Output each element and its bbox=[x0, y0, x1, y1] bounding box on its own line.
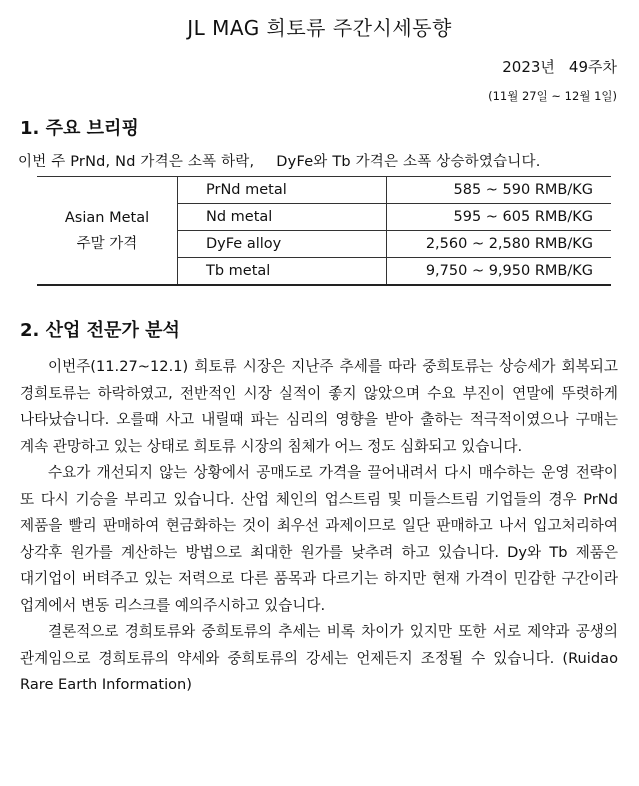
metal-price-cell: 585 ~ 590 RMB/KG bbox=[387, 177, 612, 204]
section-heading-analysis: 2. 산업 전문가 분석 bbox=[20, 320, 180, 341]
metal-price-cell: 595 ~ 605 RMB/KG bbox=[387, 204, 612, 231]
metal-name-cell: PrNd metal bbox=[178, 177, 387, 204]
report-year: 2023년 bbox=[502, 58, 555, 76]
briefing-summary-part-1: 이번 주 PrNd, Nd 가격은 소폭 하락, bbox=[18, 154, 255, 170]
metal-name-cell: DyFe alloy bbox=[178, 231, 387, 258]
metal-name-cell: Nd metal bbox=[178, 204, 387, 231]
report-week: 49주차 bbox=[568, 58, 617, 76]
price-source-line-2: 주말 가격 bbox=[76, 235, 138, 252]
metal-price-cell: 9,750 ~ 9,950 RMB/KG bbox=[387, 258, 612, 286]
report-date bbox=[502, 56, 617, 77]
price-source-label bbox=[37, 177, 178, 286]
table-row bbox=[37, 177, 611, 204]
analysis-paragraph-3: 결론적으로 경희토류와 중희토류의 추세는 비록 차이가 있지만 또한 서로 제약과 공생의 관계임으로 경희토류의 약세와 중희토류의 강세는 언제든지 조정될 수 있습니다. (Ruidao Rare Earth Information) bbox=[20, 623, 618, 693]
briefing-summary bbox=[18, 150, 623, 171]
analysis-paragraph-2: 수요가 개선되지 않는 상황에서 공매도로 가격을 끌어내려서 다시 매수하는 운영 전략이 또 다시 기승을 부리고 있습니다. 산업 체인의 업스트림 및 미들스트림 기업들의 경우 PrNd 제품을 빨리 판매하여 현금화하는 것이 최우선 과제이므로 일단 판매하고 나서 입고처리하여 상각후 원가를 계산하는 방법으로 최대한 원가를 낮추려 하고 있습니다. Dy와 Tb 제품은 대기업이 버텨주고 있는 저력으로 다른 품목과 다르기는 하지만 현재 가격이 민감한 구간이라 업계에서 변동 리스크를 예의주시하고 있습니다. bbox=[20, 464, 618, 614]
section-heading-briefing: 1. 주요 브리핑 bbox=[20, 118, 139, 139]
report-period: (11월 27일 ~ 12월 1일) bbox=[488, 89, 617, 103]
analysis-body bbox=[20, 354, 618, 699]
price-table bbox=[37, 176, 611, 286]
price-source-line-1: Asian Metal bbox=[64, 209, 150, 226]
briefing-summary-part-2: DyFe와 Tb 가격은 소폭 상승하였습니다. bbox=[276, 154, 541, 170]
metal-name-cell: Tb metal bbox=[178, 258, 387, 286]
analysis-paragraph-1: 이번주(11.27~12.1) 희토류 시장은 지난주 추세를 따라 중희토류는 상승세가 회복되고 경희토류는 하락하였고, 전반적인 시장 실적이 좋지 않았으며 수요 부진이 연말에 뚜렷하게 나타났습니다. 오를때 사고 내릴때 파는 심리의 영향을 받아 출하는 적극적이였으나 구매는 계속 관망하고 있는 상태로 희토류 시장의 침체가 어느 정도 심화되고 있습니다. bbox=[20, 358, 618, 455]
document-title: JL MAG 희토류 주간시세동향 bbox=[187, 16, 452, 40]
metal-price-cell: 2,560 ~ 2,580 RMB/KG bbox=[387, 231, 612, 258]
